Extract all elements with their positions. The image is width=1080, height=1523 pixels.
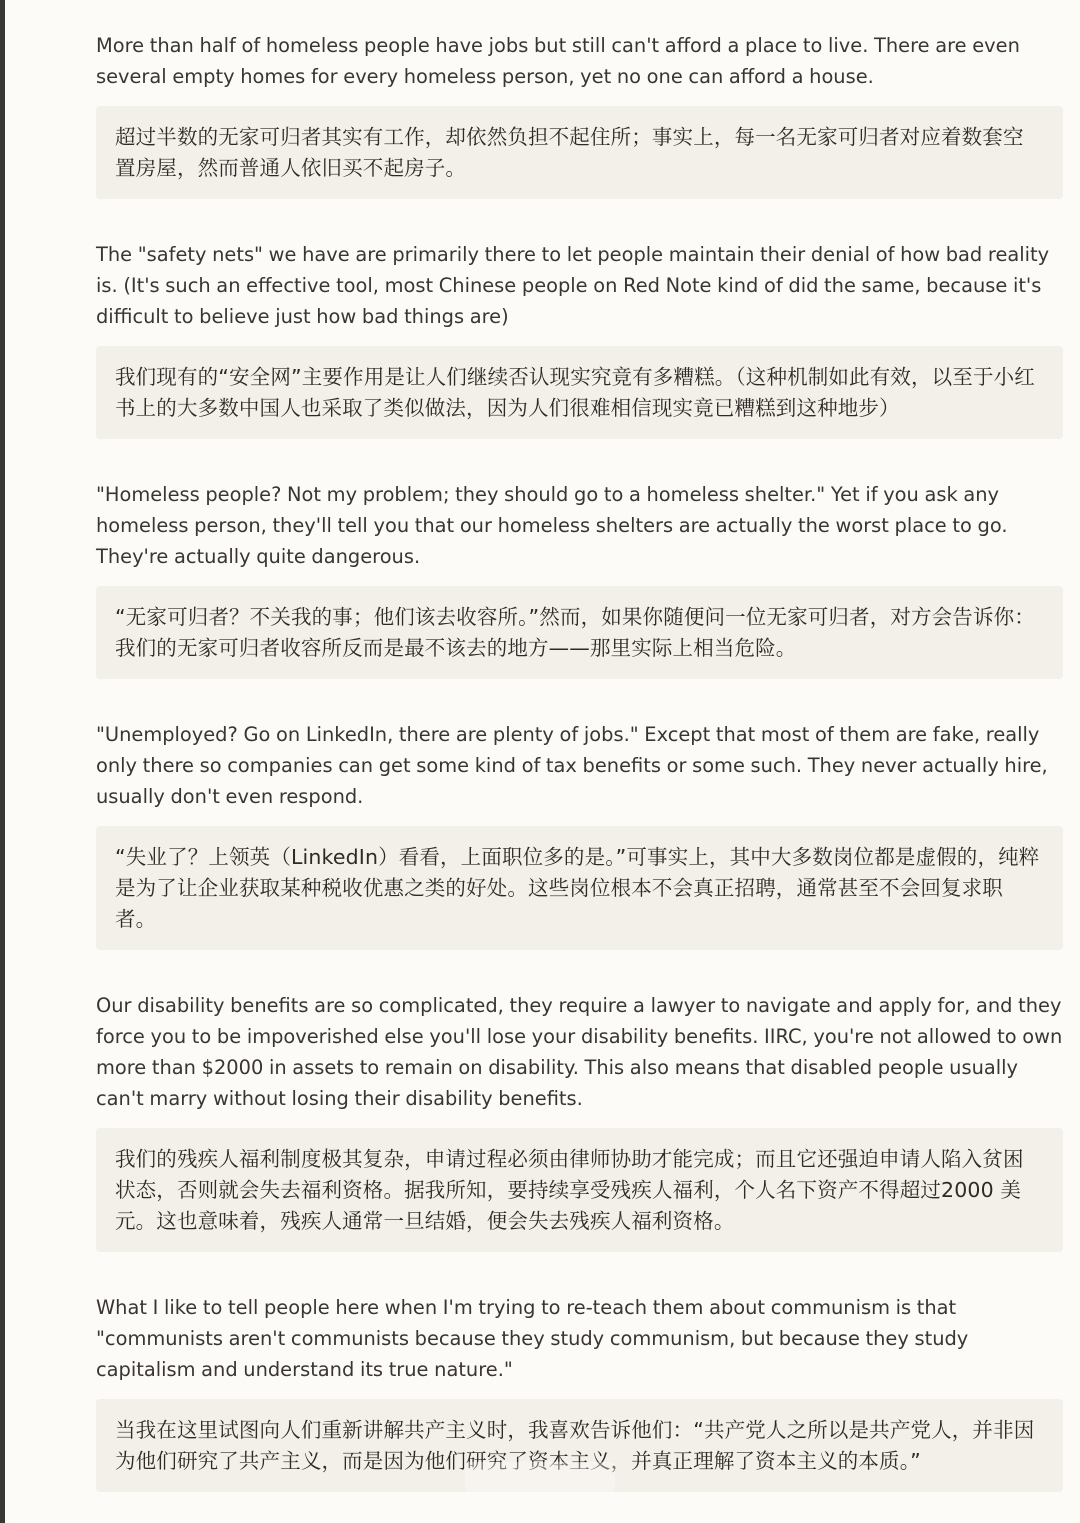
- english-paragraph: The "safety nets" we have are primarily there to let people maintain their denial of how bad reality is. (It's such an effective tool, most Chinese people on Red Note kind of did the same, because it's difficult to believe just how bad things are): [96, 243, 1050, 328]
- english-paragraph: "Unemployed? Go on LinkedIn, there are plenty of jobs." Except that most of them are fake, really only there so companies can get some kind of tax benefits or some such. They never actually hire, usually don't even respond.: [96, 723, 1048, 808]
- chinese-translation-box: “失业了？上领英（LinkedIn）看看，上面职位多的是。”可事实上，其中大多数岗位都是虚假的，纯粹是为了让企业获取某种税收优惠之类的好处。这些岗位根本不会真正招聘，通常甚至不会回复求职者。: [96, 826, 1063, 950]
- english-paragraph: "Homeless people? Not my problem; they should go to a homeless shelter." Yet if you ask any homeless person, they'll tell you that our homeless shelters are actually the worst place to go. They're actually quite dangerous.: [96, 483, 1008, 568]
- paragraph-block: [96, 719, 1064, 950]
- english-paragraph: More than half of homeless people have jobs but still can't afford a place to live. There are even several empty homes for every homeless person, yet no one can afford a house.: [96, 34, 1020, 88]
- paragraph-block: [96, 30, 1064, 199]
- chinese-translation-box: 超过半数的无家可归者其实有工作，却依然负担不起住所；事实上，每一名无家可归者对应着数套空置房屋，然而普通人依旧买不起房子。: [96, 106, 1063, 199]
- chinese-translation-box: “无家可归者？不关我的事；他们该去收容所。”然而，如果你随便问一位无家可归者，对方会告诉你：我们的无家可归者收容所反而是最不该去的地方——那里实际上相当危险。: [96, 586, 1063, 679]
- paragraph-block: [96, 479, 1064, 679]
- chinese-translation-box: 我们的残疾人福利制度极其复杂，申请过程必须由律师协助才能完成；而且它还强迫申请人陷入贫困状态，否则就会失去福利资格。据我所知，要持续享受残疾人福利，个人名下资产不得超过2000 美元。这也意味着，残疾人通常一旦结婚，便会失去残疾人福利资格。: [96, 1128, 1063, 1252]
- paragraph-block: [96, 239, 1064, 439]
- chinese-translation-box: 当我在这里试图向人们重新讲解共产主义时，我喜欢告诉他们：“共产党人之所以是共产党人，并非因为他们研究了共产主义，而是因为他们研究了资本主义，并真正理解了资本主义的本质。”: [96, 1399, 1063, 1492]
- article-body: [96, 30, 1064, 1492]
- paragraph-block: [96, 990, 1064, 1252]
- english-paragraph: What I like to tell people here when I'm trying to re-teach them about communism is that "communists aren't communists because they study communism, but because they study capitalism and understand its true nature.": [96, 1296, 969, 1381]
- paragraph-block: [96, 1292, 1064, 1492]
- chinese-translation-box: 我们现有的“安全网”主要作用是让人们继续否认现实究竟有多糟糕。（这种机制如此有效，以至于小红书上的大多数中国人也采取了类似做法，因为人们很难相信现实竟已糟糕到这种地步）: [96, 346, 1063, 439]
- english-paragraph: Our disability benefits are so complicated, they require a lawyer to navigate and apply for, and they force you to be impoverished else you'll lose your disability benefits. IIRC, you're not allowed to own more than $2000 in assets to remain on disability. This also means that disabled people usually can't marry without losing their disability benefits.: [96, 994, 1063, 1110]
